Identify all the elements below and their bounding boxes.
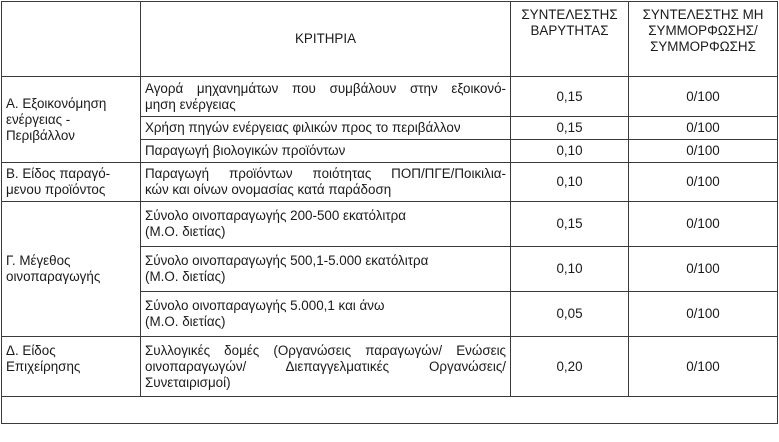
category-cell	[2, 163, 141, 202]
category-line: Β. Είδος παραγό-	[6, 166, 111, 181]
criterion-cell	[141, 292, 511, 337]
criterion-line: Συλλογικές δομές (Οργανώσεις παραγωγών/ Ενώσεις	[145, 342, 506, 358]
category-cell	[2, 337, 141, 397]
criterion-line: Παραγωγή προϊόντων ποιότητας ΠΟΠ/ΠΓΕ/Ποικιλια-	[145, 166, 506, 181]
weight-cell: 0,20	[511, 337, 629, 397]
header-weight-line: ΒΑΡΥΤΗΤΑΣ	[530, 23, 609, 38]
category-line: μενου προϊόντος	[6, 182, 106, 197]
header-weight	[511, 2, 629, 77]
empty-cell	[2, 397, 778, 424]
criterion-cell	[141, 163, 511, 202]
compliance-cell: 0/100	[629, 163, 778, 202]
table-row	[2, 163, 778, 202]
criterion-cell	[141, 140, 511, 163]
category-line: ενέργειας -	[6, 111, 71, 127]
header-weight-line: ΣΥΝΤΕΛΕΣΤΗΣ	[521, 7, 618, 22]
weight-cell: 0,15	[511, 77, 629, 117]
header-compliance-line: ΣΥΜΜΟΡΦΩΣΗΣ/	[648, 23, 758, 38]
category-cell	[2, 202, 141, 337]
criterion-line: Συνεταιρισμοί)	[145, 374, 231, 390]
weight-cell: 0,15	[511, 117, 629, 140]
weight-cell: 0,10	[511, 140, 629, 163]
criterion-cell	[141, 77, 511, 117]
criterion-line: κών και οίνων ονομασίας κατά παράδοση	[145, 182, 392, 197]
header-compliance-line: ΣΥΜΜΟΡΦΩΣΗΣ	[650, 39, 756, 54]
weight-cell: 0,10	[511, 247, 629, 292]
criterion-line: Σύνολο οινοπαραγωγής 200-500 εκατόλιτρα	[145, 208, 407, 223]
compliance-cell: 0/100	[629, 337, 778, 397]
criterion-line: Σύνολο οινοπαραγωγής 5.000,1 και άνω	[145, 298, 385, 313]
criterion-line: Σύνολο οινοπαραγωγής 500,1-5.000 εκατόλιτρα	[145, 253, 429, 268]
compliance-cell: 0/100	[629, 292, 778, 337]
weight-cell: 0,10	[511, 163, 629, 202]
criterion-line: (Μ.Ο. διετίας)	[145, 224, 226, 239]
weight-cell: 0,15	[511, 202, 629, 247]
header-compliance-line: ΣΥΝΤΕΛΕΣΤΗΣ ΜΗ	[642, 7, 764, 22]
category-line: Δ. Είδος	[6, 343, 56, 358]
category-line: Γ. Μέγεθος	[6, 253, 71, 268]
compliance-cell: 0/100	[629, 77, 778, 117]
criterion-cell	[141, 337, 511, 397]
criterion-line: (Μ.Ο. διετίας)	[145, 269, 226, 284]
category-cell	[2, 77, 141, 163]
header-row	[2, 2, 778, 77]
table-row	[2, 77, 778, 117]
criterion-cell	[141, 117, 511, 140]
header-compliance	[629, 2, 778, 77]
empty-row	[2, 397, 778, 424]
criterion-line: Αγορά μηχανημάτων που συμβάλουν στην εξοικονό-	[145, 80, 506, 96]
criterion-line: Παραγωγή βιολογικών προϊόντων	[145, 143, 346, 158]
compliance-cell: 0/100	[629, 247, 778, 292]
category-line: Επιχείρησης	[6, 359, 81, 374]
criterion-cell	[141, 247, 511, 292]
weight-cell: 0,05	[511, 292, 629, 337]
criterion-line: Χρήση πηγών ενέργειας φιλικών προς το περιβάλλον	[145, 120, 461, 135]
compliance-cell: 0/100	[629, 140, 778, 163]
category-line: οινοπαραγωγής	[6, 269, 101, 284]
header-criteria	[141, 2, 511, 77]
header-empty-cell	[2, 2, 141, 77]
compliance-cell: 0/100	[629, 202, 778, 247]
category-line: Α. Εξοικονόμηση	[6, 95, 107, 111]
category-line: Περιβάλλον	[6, 127, 76, 143]
criteria-table	[1, 1, 778, 424]
table-row	[2, 202, 778, 247]
table-row	[2, 337, 778, 397]
criterion-line: οινοπαραγωγών/ Διεπαγγελματικές Οργανώσεις/	[145, 358, 506, 374]
criterion-cell	[141, 202, 511, 247]
header-criteria-label: ΚΡΙΤΗΡΙΑ	[294, 31, 357, 46]
criterion-line: μηση ενέργειας	[145, 96, 236, 112]
criterion-line: (Μ.Ο. διετίας)	[145, 314, 226, 329]
compliance-cell: 0/100	[629, 117, 778, 140]
